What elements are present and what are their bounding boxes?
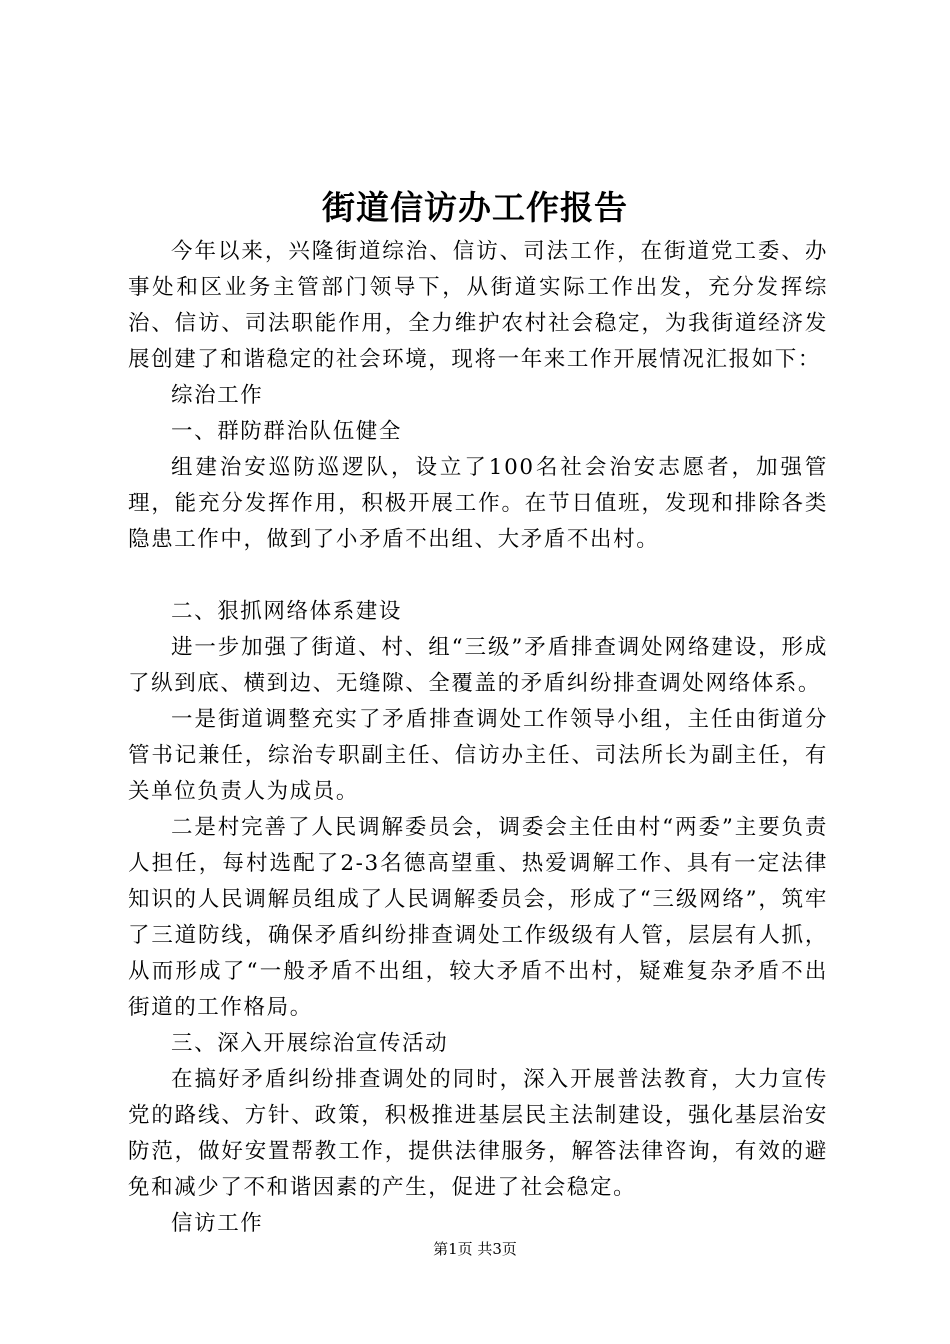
body-paragraph: 组建治安巡防巡逻队，设立了100名社会治安志愿者，加强管理，能充分发挥作用，积极开展工作。在节日值班，发现和排除各类隐患工作中，做到了小矛盾不出组、大矛盾不出村。 xyxy=(128,455,828,552)
intro-paragraph: 今年以来，兴隆街道综治、信访、司法工作，在街道党工委、办事处和区业务主管部门领导下，从街道实际工作出发，充分发挥综治、信访、司法职能作用，全力维护农村社会稳定，为我街道经济发展创建了和谐稳定的社会环境，现将一年来工作开展情况汇报如下： xyxy=(128,239,828,372)
document-body xyxy=(128,234,828,1242)
document-title: 街道信访办工作报告 xyxy=(322,188,628,227)
body-paragraph: 一是街道调整充实了矛盾排查调处工作领导小组，主任由街道分管书记兼任，综治专职副主任、信访办主任、司法所长为副主任，有关单位负责人为成员。 xyxy=(128,707,828,804)
section-heading-xinfang: 信访工作 xyxy=(171,1211,264,1236)
body-paragraph: 二是村完善了人民调解委员会，调委会主任由村“两委”主要负责人担任，每村选配了2-3名德高望重、热爱调解工作、具有一定法律知识的人民调解员组成了人民调解委员会，形成了“三级网络”，筑牢了三道防线，确保矛盾纠纷排查调处工作级级有人管，层层有人抓，从而形成了“一般矛盾不出组，较大矛盾不出村，疑难复杂矛盾不出街道的工作格局。 xyxy=(128,815,828,1020)
subsection-heading-1: 一、群防群治队伍健全 xyxy=(171,419,403,444)
section-heading-zongzhi: 综治工作 xyxy=(171,383,264,408)
body-paragraph: 进一步加强了街道、村、组“三级”矛盾排查调处网络建设，形成了纵到底、横到边、无缝隙、全覆盖的矛盾纠纷排查调处网络体系。 xyxy=(128,635,828,696)
subsection-heading-2: 二、狠抓网络体系建设 xyxy=(171,599,403,624)
page-footer: 第1页 共3页 xyxy=(433,1240,517,1258)
subsection-heading-3: 三、深入开展综治宣传活动 xyxy=(171,1031,449,1056)
body-paragraph: 在搞好矛盾纠纷排查调处的同时，深入开展普法教育，大力宣传党的路线、方针、政策，积极推进基层民主法制建设，强化基层治安防范，做好安置帮教工作，提供法律服务，解答法律咨询，有效的避免和减少了不和谐因素的产生，促进了社会稳定。 xyxy=(128,1067,828,1200)
